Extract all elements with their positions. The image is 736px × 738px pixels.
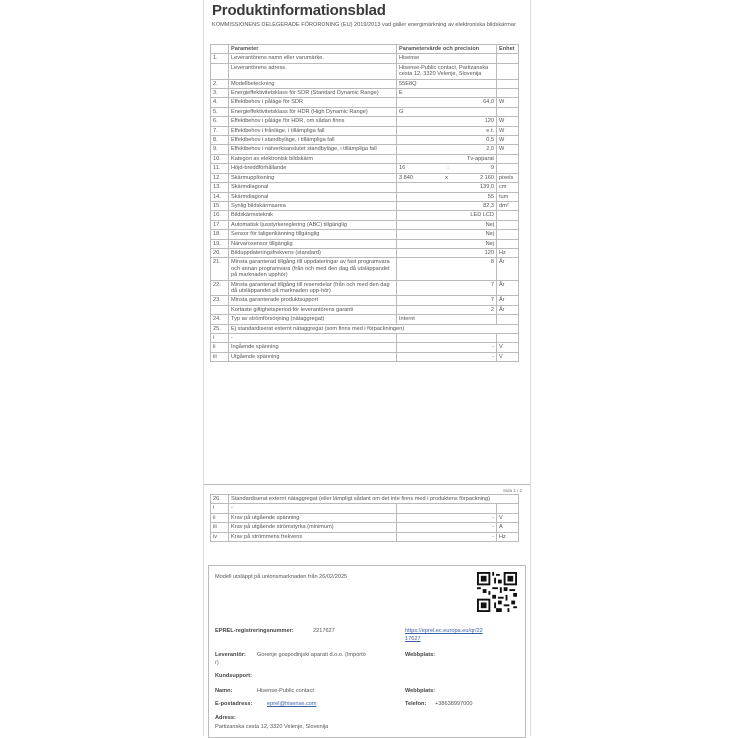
name-value: Hisense-Public contact <box>257 688 314 694</box>
row-number: 15. <box>211 201 229 210</box>
row-parameter: Utgående spänning <box>229 352 397 361</box>
table-row <box>211 173 519 182</box>
row-parameter: Effektbehov i standbyläge, i tillämpliga fall <box>229 136 397 145</box>
row-number: 26. <box>211 495 229 504</box>
table-row <box>211 154 519 163</box>
row-parameter: Effektbehov i påläge för HDR, om sådan finns <box>229 117 397 126</box>
row-value: Tv-apparat <box>397 154 497 163</box>
row-unit <box>497 89 519 98</box>
row-parameter: Skärmdiagonal <box>229 183 397 192</box>
row-unit <box>497 315 519 324</box>
eprel-link-cont[interactable]: 17627 <box>405 636 421 642</box>
row-number: ii <box>211 513 229 522</box>
row-value <box>397 173 497 182</box>
row-unit: W <box>497 136 519 145</box>
table-row <box>211 315 519 324</box>
row-parameter: Bildskärmsteknik <box>229 211 397 220</box>
row-number: 13. <box>211 183 229 192</box>
table-row <box>211 504 519 513</box>
row-parameter: Ingående spänning <box>229 343 397 352</box>
row-number: 17. <box>211 220 229 229</box>
table-row <box>211 532 519 541</box>
row-unit: cm <box>497 183 519 192</box>
row-value: e.t. <box>397 126 497 135</box>
address-value: Partizanska cesta 12, 3320 Velenje, Slovenija <box>215 724 329 730</box>
row-value <box>397 504 497 513</box>
header-parameter: Parameter <box>229 45 397 54</box>
model-info-box <box>208 565 526 738</box>
supplier-value-cont: r) <box>215 660 219 666</box>
phone-value: +38638997000 <box>435 701 473 707</box>
row-value: - <box>397 532 497 541</box>
table-row <box>211 248 519 257</box>
row-parameter: Typ av strömförsörjning (nätaggregat) <box>229 315 397 324</box>
table-body-26 <box>211 495 519 542</box>
table-row <box>211 211 519 220</box>
table-row <box>211 79 519 88</box>
support-label: Kundsupport: <box>215 673 252 679</box>
supplier-value: Gorenje gospodinjski aparati d.o.o. (Importö <box>257 652 366 658</box>
row-parameter: - <box>229 334 397 343</box>
row-unit <box>497 107 519 116</box>
row-number: 18. <box>211 230 229 239</box>
row-parameter: Minsta garanterade produktsupport <box>229 296 397 305</box>
header-unit: Enhet <box>497 45 519 54</box>
row-value: 0,5 <box>397 136 497 145</box>
row-value: 64,0 <box>397 98 497 107</box>
eprel-link[interactable]: https://eprel.ec.europa.eu/qr/22 <box>405 628 483 634</box>
row-value: Nej <box>397 220 497 229</box>
row-value: Internt <box>397 315 497 324</box>
row-parameter: Leverantörens adress. <box>229 63 397 79</box>
phone-label: Telefon: <box>405 701 427 707</box>
split-part: : <box>447 165 449 172</box>
row-value: Hisense-Public contact, Partizanska cesta 12, 3320 Velenje, Slovenija <box>397 63 497 79</box>
row-value: 120 <box>397 248 497 257</box>
row-number: 4. <box>211 98 229 107</box>
split-part: 9 <box>490 165 494 172</box>
row-parameter: Modellbeteckning <box>229 79 397 88</box>
row-unit: W <box>497 126 519 135</box>
row-unit: W <box>497 145 519 154</box>
row-value <box>397 164 497 173</box>
table-row <box>211 164 519 173</box>
row-number: 5. <box>211 107 229 116</box>
table-body <box>211 54 519 362</box>
row-unit <box>497 54 519 63</box>
row-number: 23. <box>211 296 229 305</box>
row-unit <box>497 211 519 220</box>
split-value <box>399 175 494 181</box>
row-number: iii <box>211 352 229 361</box>
row-number: 3. <box>211 89 229 98</box>
table-row <box>211 126 519 135</box>
row-unit: A <box>497 523 519 532</box>
table-row <box>211 513 519 522</box>
header-value: Parametervärde och precision <box>397 45 497 54</box>
row-unit: Hz <box>497 532 519 541</box>
row-parameter: Närvarosensor tillgänglig <box>229 239 397 248</box>
row-unit: W <box>497 117 519 126</box>
support-website-label: Webbplats: <box>405 688 436 694</box>
row-value: 55E8Q <box>397 79 497 88</box>
row-unit: Hz <box>497 248 519 257</box>
row-value <box>397 334 497 343</box>
row-number: 9. <box>211 145 229 154</box>
table-row <box>211 305 519 314</box>
row-number: 11. <box>211 164 229 173</box>
power-supply-table <box>210 494 519 542</box>
row-parameter: Skärmupplösning <box>229 173 397 182</box>
row-value: Nej <box>397 230 497 239</box>
eprel-label: EPREL-registreringsnummer: <box>215 628 294 634</box>
table-row <box>211 280 519 296</box>
row-unit: År <box>497 296 519 305</box>
row-number: 16. <box>211 211 229 220</box>
row-value: 2,0 <box>397 145 497 154</box>
row-number: 19. <box>211 239 229 248</box>
row-number <box>211 305 229 314</box>
row-parameter: Minsta garanterad tillgång till reservdelar (från och med den dag då utsläppandet på marknaden upp-hör) <box>229 280 397 296</box>
eprel-number: 2217627 <box>313 628 335 634</box>
row-number: 24. <box>211 315 229 324</box>
row-value: 55 <box>397 192 497 201</box>
row-value: 2 <box>397 305 497 314</box>
row-number: iii <box>211 523 229 532</box>
release-date-text: Modell utsläppt på unionsmarknaden från 26/02/2025 <box>215 574 348 580</box>
table-row <box>211 296 519 305</box>
row-value: LED LCD <box>397 211 497 220</box>
table-row <box>211 258 519 280</box>
page-title: Produktinformationsblad <box>212 2 386 19</box>
regulation-subtitle: KOMMISSIONENS DELEGERADE FÖRORDNING (EU) 2019/2013 vad gäller energimärkning av elektroniska bildskärmar <box>212 22 516 28</box>
table-row <box>211 201 519 210</box>
page-number: Sida 1 / 2 <box>502 488 522 493</box>
row-unit: År <box>497 280 519 296</box>
row-number: i <box>211 334 229 343</box>
email-link[interactable]: eprel@hisense.com <box>267 701 317 707</box>
row-parameter: Effektbehov i påläge för SDR <box>229 98 397 107</box>
table-row <box>211 343 519 352</box>
row-span-text: Ej standardiserat externt nätaggregat (som finns med i förpackningen) <box>229 324 519 333</box>
table-row-span <box>211 324 519 333</box>
row-unit <box>497 220 519 229</box>
table-row <box>211 192 519 201</box>
split-value <box>399 165 494 171</box>
row-unit: tum <box>497 192 519 201</box>
row-number: 22. <box>211 280 229 296</box>
row-number: i <box>211 504 229 513</box>
table-row <box>211 220 519 229</box>
email-label: E-postadress: <box>215 701 253 707</box>
page-divider <box>204 484 530 485</box>
row-unit: V <box>497 343 519 352</box>
row-value: - <box>397 513 497 522</box>
table-row <box>211 145 519 154</box>
row-number: 10. <box>211 154 229 163</box>
row-parameter: Bilduppdateringsfrekvens (standard) <box>229 248 397 257</box>
table-row <box>211 136 519 145</box>
table-row <box>211 183 519 192</box>
row-parameter: Sensor för taligenkänning tillgänglig <box>229 230 397 239</box>
row-unit <box>497 154 519 163</box>
address-label: Adress: <box>215 715 236 721</box>
table-row <box>211 334 519 343</box>
table-row <box>211 239 519 248</box>
row-unit: År <box>497 305 519 314</box>
header-number-cell <box>211 45 229 54</box>
document-page <box>203 0 531 736</box>
row-value: 8 <box>397 258 497 280</box>
table-row-span <box>211 495 519 504</box>
row-unit <box>497 504 519 513</box>
row-unit <box>497 164 519 173</box>
row-number: 20. <box>211 248 229 257</box>
table-row <box>211 54 519 63</box>
name-label: Namn: <box>215 688 233 694</box>
table-row <box>211 89 519 98</box>
row-parameter: Höjd-breddförhållande <box>229 164 397 173</box>
row-value: Nej <box>397 239 497 248</box>
row-number: 7. <box>211 126 229 135</box>
row-unit: dm² <box>497 201 519 210</box>
row-unit <box>497 79 519 88</box>
row-unit: V <box>497 513 519 522</box>
row-parameter: Energieffektivitetsklass för SDR (Standard Dynamic Range) <box>229 89 397 98</box>
row-parameter: Krav på strömmens frekvens <box>229 532 397 541</box>
row-parameter: Effektbehov i nätverksanslutet standbyläge, i tillämpliga fall <box>229 145 397 154</box>
table-row <box>211 63 519 79</box>
row-number: 2. <box>211 79 229 88</box>
row-span-text: Standardiserat externt nätaggregat (eller lämpligt sådant om det inte finns med i produktens förpackning) <box>229 495 519 504</box>
row-parameter: - <box>229 504 397 513</box>
row-value: 82,3 <box>397 201 497 210</box>
row-parameter: Minsta garanterad tillgång till uppdateringar av fast programvara och annan programvara (från och med den dag då utsläppandet på marknaden upphör) <box>229 258 397 280</box>
row-number: iv <box>211 532 229 541</box>
supplier-label: Leverantör: <box>215 652 246 658</box>
row-number: 8. <box>211 136 229 145</box>
row-parameter: Krav på utgående strömstyrka (minimum) <box>229 523 397 532</box>
row-unit <box>497 334 519 343</box>
row-value: - <box>397 343 497 352</box>
row-parameter: Skärmdiagonal <box>229 192 397 201</box>
row-unit: pixels <box>497 173 519 182</box>
row-unit: W <box>497 98 519 107</box>
row-value: 120 <box>397 117 497 126</box>
row-unit: V <box>497 352 519 361</box>
row-parameter: Kortaste giltighetsperiod för leverantörens garanti <box>229 305 397 314</box>
split-part: 16 <box>399 165 406 172</box>
row-number: 1. <box>211 54 229 63</box>
table-row <box>211 98 519 107</box>
row-parameter: Leverantörens namn eller varumärke. <box>229 54 397 63</box>
row-parameter: Krav på utgående spänning <box>229 513 397 522</box>
row-parameter: Energieffektivitetsklass för HDR (High Dynamic Range) <box>229 107 397 116</box>
row-unit <box>497 239 519 248</box>
table-row <box>211 230 519 239</box>
row-value: G <box>397 107 497 116</box>
row-number: 6. <box>211 117 229 126</box>
split-part: 2 160 <box>479 174 494 181</box>
table-row <box>211 352 519 361</box>
row-value: E <box>397 89 497 98</box>
table-row <box>211 117 519 126</box>
row-number: 12. <box>211 173 229 182</box>
row-parameter: Automatisk ljusstyrkereglering (ABC) tillgänglig <box>229 220 397 229</box>
row-number: 25. <box>211 324 229 333</box>
row-number: ii <box>211 343 229 352</box>
row-unit: År <box>497 258 519 280</box>
table-row <box>211 107 519 116</box>
row-parameter: Effektbehov i frånläge, i tillämpliga fall <box>229 126 397 135</box>
row-unit <box>497 230 519 239</box>
row-value: 7 <box>397 280 497 296</box>
split-part: x <box>445 174 448 181</box>
parameter-table <box>210 44 519 362</box>
row-parameter: Synlig bildskärmsarea <box>229 201 397 210</box>
row-number: 21. <box>211 258 229 280</box>
row-value: - <box>397 523 497 532</box>
row-value: Hisense <box>397 54 497 63</box>
row-unit <box>497 63 519 79</box>
split-part: 3 840 <box>399 174 413 181</box>
row-value: 7 <box>397 296 497 305</box>
table-header-row <box>211 45 519 54</box>
qr-code <box>477 572 517 612</box>
row-value: 139,0 <box>397 183 497 192</box>
row-parameter: Kategori av elektronisk bildskärm <box>229 154 397 163</box>
row-number <box>211 63 229 79</box>
table-row <box>211 523 519 532</box>
row-number: 14. <box>211 192 229 201</box>
row-value: - <box>397 352 497 361</box>
website-label: Webbplats: <box>405 652 436 658</box>
